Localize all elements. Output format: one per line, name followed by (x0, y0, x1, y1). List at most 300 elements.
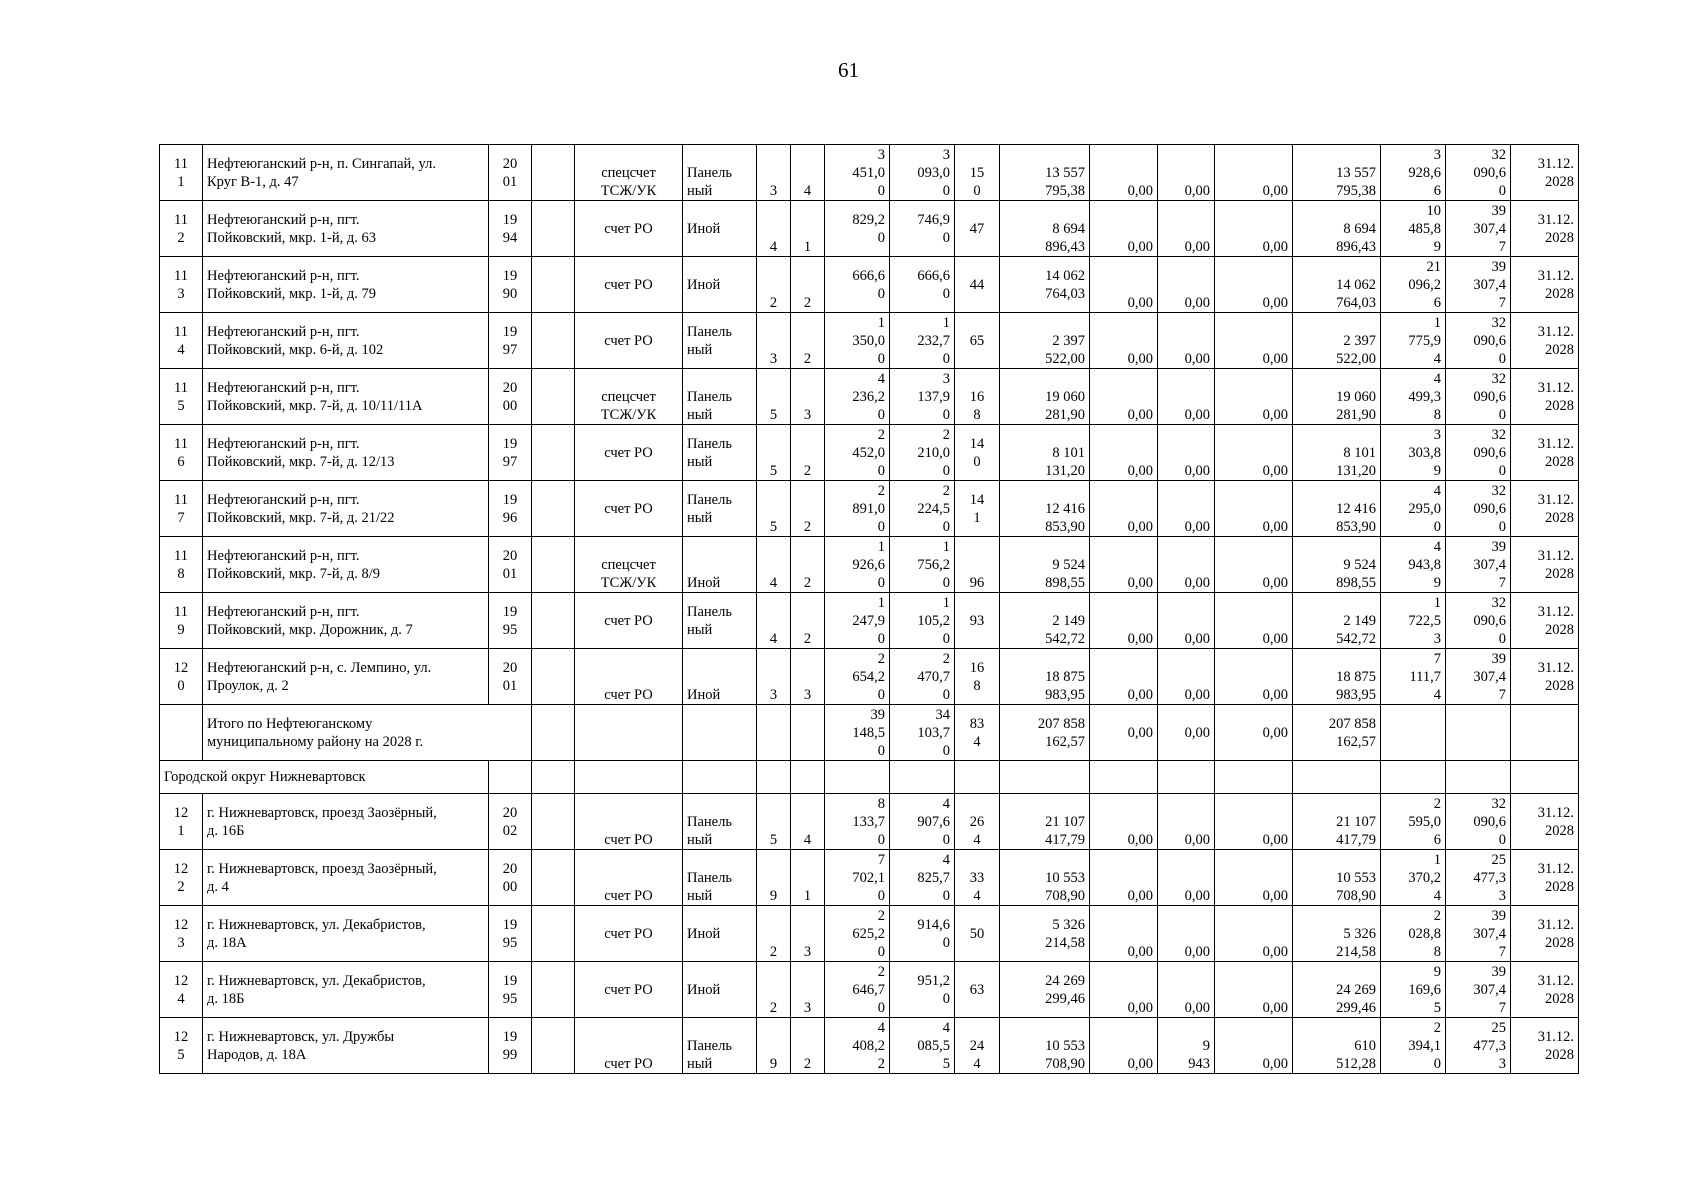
unit-cost-cell: 3 303,8 9 (1381, 425, 1446, 481)
address-cell: Нефтеюганский р-н, пгт. Пойковский, мкр. 7-й, д. 12/13 (203, 425, 489, 481)
fund-account-cell: счет РО (575, 201, 683, 257)
fund-federal-cell: 0,00 (1090, 1018, 1158, 1074)
unit-cost-limit-cell: 39 307,4 7 (1446, 649, 1511, 705)
fund-account-cell: счет РО (575, 906, 683, 962)
fund-federal-cell: 0,00 (1090, 145, 1158, 201)
table-row (160, 145, 1579, 201)
subtotal-residents: 83 4 (955, 705, 1000, 761)
floors-cell: 5 (757, 425, 791, 481)
deadline-cell: 31.12. 2028 (1511, 369, 1579, 425)
fund-account-cell: счет РО (575, 257, 683, 313)
area-total-cell: 2 452,0 0 (825, 425, 890, 481)
unit-cost-cell: 4 295,0 0 (1381, 481, 1446, 537)
unit-cost-cell: 9 169,6 5 (1381, 962, 1446, 1018)
section-title: Городской округ Нижневартовск (160, 761, 489, 794)
entrances-cell: 3 (791, 962, 825, 1018)
deadline-cell: 31.12. 2028 (1511, 1018, 1579, 1074)
address-cell: Нефтеюганский р-н, пгт. Пойковский, мкр. 7-й, д. 10/11/11А (203, 369, 489, 425)
area-living-cell: 4 907,6 0 (890, 794, 955, 850)
wall-material-cell: Панель ный (683, 850, 757, 906)
fund-account-cell: счет РО (575, 481, 683, 537)
fund-federal-cell: 0,00 (1090, 593, 1158, 649)
subtotal-cost-total: 207 858 162,57 (1000, 705, 1090, 761)
wall-material-cell: Панель ный (683, 145, 757, 201)
build-year-cell: 20 01 (489, 649, 532, 705)
floors-cell: 3 (757, 649, 791, 705)
residents-cell: 24 4 (955, 1018, 1000, 1074)
residents-cell: 26 4 (955, 794, 1000, 850)
row-number-cell: 11 1 (160, 145, 203, 201)
deadline-cell: 31.12. 2028 (1511, 201, 1579, 257)
entrances-cell: 3 (791, 369, 825, 425)
blank-cell-cell (532, 369, 575, 425)
fund-local-cell: 0,00 (1215, 369, 1293, 425)
unit-cost-limit-cell: 32 090,6 0 (1446, 794, 1511, 850)
fund-account-cell: спецсчет ТСЖ/УК (575, 369, 683, 425)
residents-cell: 16 8 (955, 369, 1000, 425)
fund-local-cell: 0,00 (1215, 1018, 1293, 1074)
fund-federal-cell: 0,00 (1090, 649, 1158, 705)
fund-federal-cell: 0,00 (1090, 906, 1158, 962)
table-row (160, 201, 1579, 257)
unit-cost-limit-cell: 39 307,4 7 (1446, 257, 1511, 313)
page-number: 61 (838, 58, 859, 82)
area-living-cell: 951,2 0 (890, 962, 955, 1018)
floors-cell: 2 (757, 962, 791, 1018)
fund-account-cell: спецсчет ТСЖ/УК (575, 145, 683, 201)
build-year-cell: 19 90 (489, 257, 532, 313)
address-cell: Нефтеюганский р-н, пгт. Пойковский, мкр. 1-й, д. 79 (203, 257, 489, 313)
unit-cost-cell: 1 722,5 3 (1381, 593, 1446, 649)
fund-regional-cell: 0,00 (1158, 593, 1215, 649)
area-living-cell: 3 137,9 0 (890, 369, 955, 425)
fund-account-cell: счет РО (575, 794, 683, 850)
subtotal-area-total: 39 148,5 0 (825, 705, 890, 761)
entrances-cell: 3 (791, 906, 825, 962)
entrances-cell: 3 (791, 649, 825, 705)
fund-local-cell: 0,00 (1215, 850, 1293, 906)
table-row (160, 850, 1579, 906)
floors-cell: 9 (757, 1018, 791, 1074)
wall-material-cell: Панель ный (683, 593, 757, 649)
floors-cell: 9 (757, 850, 791, 906)
cost-total-cell: 5 326 214,58 (1000, 906, 1090, 962)
deadline-cell: 31.12. 2028 (1511, 313, 1579, 369)
entrances-cell: 2 (791, 537, 825, 593)
floors-cell: 4 (757, 201, 791, 257)
wall-material-cell: Иной (683, 201, 757, 257)
unit-cost-cell: 4 499,3 8 (1381, 369, 1446, 425)
fund-local-cell: 0,00 (1215, 537, 1293, 593)
section-row (160, 761, 1579, 794)
build-year-cell: 19 97 (489, 313, 532, 369)
fund-owners-cell: 8 101 131,20 (1293, 425, 1381, 481)
unit-cost-cell: 2 394,1 0 (1381, 1018, 1446, 1074)
table-row (160, 906, 1579, 962)
fund-local-cell: 0,00 (1215, 481, 1293, 537)
residents-cell: 33 4 (955, 850, 1000, 906)
fund-federal-cell: 0,00 (1090, 537, 1158, 593)
fund-owners-cell: 19 060 281,90 (1293, 369, 1381, 425)
fund-local-cell: 0,00 (1215, 425, 1293, 481)
blank-cell-cell (532, 649, 575, 705)
address-cell: Нефтеюганский р-н, пгт. Пойковский, мкр. 7-й, д. 8/9 (203, 537, 489, 593)
build-year-cell: 19 95 (489, 962, 532, 1018)
fund-federal-cell: 0,00 (1090, 962, 1158, 1018)
blank-cell-cell (532, 962, 575, 1018)
unit-cost-limit-cell: 39 307,4 7 (1446, 537, 1511, 593)
table-row (160, 794, 1579, 850)
floors-cell: 2 (757, 906, 791, 962)
fund-owners-cell: 18 875 983,95 (1293, 649, 1381, 705)
area-total-cell: 2 625,2 0 (825, 906, 890, 962)
area-total-cell: 1 926,6 0 (825, 537, 890, 593)
cost-total-cell: 10 553 708,90 (1000, 850, 1090, 906)
build-year-cell: 19 97 (489, 425, 532, 481)
wall-material-cell: Иной (683, 962, 757, 1018)
unit-cost-limit-cell: 32 090,6 0 (1446, 145, 1511, 201)
row-number-cell: 11 2 (160, 201, 203, 257)
fund-regional-cell: 0,00 (1158, 313, 1215, 369)
unit-cost-limit-cell: 32 090,6 0 (1446, 481, 1511, 537)
fund-owners-cell: 21 107 417,79 (1293, 794, 1381, 850)
build-year-cell: 19 95 (489, 593, 532, 649)
unit-cost-limit-cell: 32 090,6 0 (1446, 369, 1511, 425)
entrances-cell: 4 (791, 794, 825, 850)
blank-cell-cell (532, 537, 575, 593)
fund-owners-cell: 2 149 542,72 (1293, 593, 1381, 649)
area-total-cell: 829,2 0 (825, 201, 890, 257)
fund-owners-cell: 10 553 708,90 (1293, 850, 1381, 906)
build-year-cell: 20 01 (489, 145, 532, 201)
row-number-cell: 12 5 (160, 1018, 203, 1074)
area-living-cell: 4 085,5 5 (890, 1018, 955, 1074)
deadline-cell: 31.12. 2028 (1511, 850, 1579, 906)
area-living-cell: 2 470,7 0 (890, 649, 955, 705)
build-year-cell: 19 94 (489, 201, 532, 257)
area-living-cell: 914,6 0 (890, 906, 955, 962)
subtotal-area-living: 34 103,7 0 (890, 705, 955, 761)
area-living-cell: 1 756,2 0 (890, 537, 955, 593)
cost-total-cell: 13 557 795,38 (1000, 145, 1090, 201)
wall-material-cell: Панель ный (683, 794, 757, 850)
row-number-cell: 11 8 (160, 537, 203, 593)
address-cell: г. Нижневартовск, ул. Декабристов, д. 18Б (203, 962, 489, 1018)
deadline-cell: 31.12. 2028 (1511, 257, 1579, 313)
fund-local-cell: 0,00 (1215, 794, 1293, 850)
unit-cost-limit-cell: 39 307,4 7 (1446, 906, 1511, 962)
build-year-cell: 19 99 (489, 1018, 532, 1074)
row-number-cell: 12 1 (160, 794, 203, 850)
residents-cell: 63 (955, 962, 1000, 1018)
table-row (160, 593, 1579, 649)
residents-cell: 15 0 (955, 145, 1000, 201)
area-living-cell: 2 210,0 0 (890, 425, 955, 481)
floors-cell: 2 (757, 257, 791, 313)
cost-total-cell: 12 416 853,90 (1000, 481, 1090, 537)
fund-regional-cell: 9 943 (1158, 1018, 1215, 1074)
fund-regional-cell: 0,00 (1158, 850, 1215, 906)
fund-account-cell: счет РО (575, 1018, 683, 1074)
row-number-cell: 12 2 (160, 850, 203, 906)
table-row (160, 369, 1579, 425)
subtotal-fund-loc: 0,00 (1215, 705, 1293, 761)
fund-federal-cell: 0,00 (1090, 201, 1158, 257)
deadline-cell: 31.12. 2028 (1511, 906, 1579, 962)
entrances-cell: 2 (791, 257, 825, 313)
fund-regional-cell: 0,00 (1158, 145, 1215, 201)
table-row (160, 313, 1579, 369)
subtotal-label: Итого по Нефтеюганскому муниципальному району на 2028 г. (203, 705, 532, 761)
fund-owners-cell: 610 512,28 (1293, 1018, 1381, 1074)
build-year-cell: 20 02 (489, 794, 532, 850)
fund-regional-cell: 0,00 (1158, 962, 1215, 1018)
deadline-cell: 31.12. 2028 (1511, 649, 1579, 705)
build-year-cell: 19 95 (489, 906, 532, 962)
blank-cell-cell (532, 201, 575, 257)
deadline-cell: 31.12. 2028 (1511, 481, 1579, 537)
fund-account-cell: счет РО (575, 313, 683, 369)
residents-cell: 14 0 (955, 425, 1000, 481)
floors-cell: 5 (757, 794, 791, 850)
fund-regional-cell: 0,00 (1158, 201, 1215, 257)
build-year-cell: 19 96 (489, 481, 532, 537)
entrances-cell: 2 (791, 481, 825, 537)
table-row (160, 425, 1579, 481)
unit-cost-limit-cell: 32 090,6 0 (1446, 593, 1511, 649)
fund-account-cell: счет РО (575, 593, 683, 649)
deadline-cell: 31.12. 2028 (1511, 962, 1579, 1018)
row-number-cell: 11 5 (160, 369, 203, 425)
blank-cell-cell (532, 313, 575, 369)
build-year-cell: 20 01 (489, 537, 532, 593)
address-cell: Нефтеюганский р-н, п. Сингапай, ул. Круг В-1, д. 47 (203, 145, 489, 201)
area-total-cell: 2 646,7 0 (825, 962, 890, 1018)
cost-total-cell: 9 524 898,55 (1000, 537, 1090, 593)
unit-cost-cell: 1 775,9 4 (1381, 313, 1446, 369)
cost-total-cell: 21 107 417,79 (1000, 794, 1090, 850)
wall-material-cell: Иной (683, 649, 757, 705)
area-total-cell: 2 891,0 0 (825, 481, 890, 537)
wall-material-cell: Панель ный (683, 481, 757, 537)
wall-material-cell: Иной (683, 537, 757, 593)
entrances-cell: 1 (791, 850, 825, 906)
area-living-cell: 1 105,2 0 (890, 593, 955, 649)
blank-cell-cell (532, 425, 575, 481)
deadline-cell: 31.12. 2028 (1511, 593, 1579, 649)
wall-material-cell: Панель ный (683, 313, 757, 369)
entrances-cell: 4 (791, 145, 825, 201)
fund-owners-cell: 9 524 898,55 (1293, 537, 1381, 593)
cost-total-cell: 8 694 896,43 (1000, 201, 1090, 257)
fund-account-cell: спецсчет ТСЖ/УК (575, 537, 683, 593)
area-total-cell: 4 408,2 2 (825, 1018, 890, 1074)
unit-cost-cell: 4 943,8 9 (1381, 537, 1446, 593)
floors-cell: 3 (757, 313, 791, 369)
entrances-cell: 2 (791, 593, 825, 649)
entrances-cell: 2 (791, 313, 825, 369)
fund-regional-cell: 0,00 (1158, 369, 1215, 425)
address-cell: г. Нижневартовск, ул. Декабристов, д. 18А (203, 906, 489, 962)
fund-owners-cell: 2 397 522,00 (1293, 313, 1381, 369)
fund-federal-cell: 0,00 (1090, 425, 1158, 481)
area-living-cell: 3 093,0 0 (890, 145, 955, 201)
fund-local-cell: 0,00 (1215, 201, 1293, 257)
fund-federal-cell: 0,00 (1090, 257, 1158, 313)
area-living-cell: 666,6 0 (890, 257, 955, 313)
area-living-cell: 2 224,5 0 (890, 481, 955, 537)
residents-cell: 96 (955, 537, 1000, 593)
fund-local-cell: 0,00 (1215, 962, 1293, 1018)
fund-regional-cell: 0,00 (1158, 425, 1215, 481)
unit-cost-cell: 10 485,8 9 (1381, 201, 1446, 257)
area-total-cell: 3 451,0 0 (825, 145, 890, 201)
cost-total-cell: 18 875 983,95 (1000, 649, 1090, 705)
fund-regional-cell: 0,00 (1158, 481, 1215, 537)
cost-total-cell: 10 553 708,90 (1000, 1018, 1090, 1074)
fund-owners-cell: 5 326 214,58 (1293, 906, 1381, 962)
unit-cost-cell: 21 096,2 6 (1381, 257, 1446, 313)
deadline-cell: 31.12. 2028 (1511, 537, 1579, 593)
cost-total-cell: 2 397 522,00 (1000, 313, 1090, 369)
blank-cell-cell (532, 481, 575, 537)
address-cell: Нефтеюганский р-н, пгт. Пойковский, мкр. 6-й, д. 102 (203, 313, 489, 369)
fund-owners-cell: 24 269 299,46 (1293, 962, 1381, 1018)
residents-cell: 14 1 (955, 481, 1000, 537)
residents-cell: 65 (955, 313, 1000, 369)
row-number-cell: 12 0 (160, 649, 203, 705)
build-year-cell: 20 00 (489, 850, 532, 906)
fund-local-cell: 0,00 (1215, 145, 1293, 201)
fund-federal-cell: 0,00 (1090, 481, 1158, 537)
unit-cost-limit-cell: 25 477,3 3 (1446, 850, 1511, 906)
area-total-cell: 1 247,9 0 (825, 593, 890, 649)
blank-cell-cell (532, 145, 575, 201)
fund-federal-cell: 0,00 (1090, 369, 1158, 425)
fund-regional-cell: 0,00 (1158, 794, 1215, 850)
area-total-cell: 666,6 0 (825, 257, 890, 313)
row-number-cell: 12 3 (160, 906, 203, 962)
row-number-cell: 11 6 (160, 425, 203, 481)
deadline-cell: 31.12. 2028 (1511, 425, 1579, 481)
table-row (160, 257, 1579, 313)
area-living-cell: 746,9 0 (890, 201, 955, 257)
wall-material-cell: Иной (683, 906, 757, 962)
fund-regional-cell: 0,00 (1158, 649, 1215, 705)
area-living-cell: 1 232,7 0 (890, 313, 955, 369)
area-total-cell: 4 236,2 0 (825, 369, 890, 425)
fund-owners-cell: 8 694 896,43 (1293, 201, 1381, 257)
unit-cost-limit-cell: 39 307,4 7 (1446, 962, 1511, 1018)
residents-cell: 47 (955, 201, 1000, 257)
unit-cost-limit-cell: 25 477,3 3 (1446, 1018, 1511, 1074)
unit-cost-cell: 2 595,0 6 (1381, 794, 1446, 850)
blank-cell-cell (532, 906, 575, 962)
area-total-cell: 2 654,2 0 (825, 649, 890, 705)
blank-cell-cell (532, 593, 575, 649)
blank-cell-cell (532, 1018, 575, 1074)
floors-cell: 5 (757, 369, 791, 425)
unit-cost-cell: 2 028,8 8 (1381, 906, 1446, 962)
row-number-cell: 12 4 (160, 962, 203, 1018)
fund-regional-cell: 0,00 (1158, 537, 1215, 593)
table-row (160, 962, 1579, 1018)
address-cell: г. Нижневартовск, ул. Дружбы Народов, д. 18А (203, 1018, 489, 1074)
fund-federal-cell: 0,00 (1090, 794, 1158, 850)
deadline-cell: 31.12. 2028 (1511, 145, 1579, 201)
fund-owners-cell: 12 416 853,90 (1293, 481, 1381, 537)
residents-cell: 93 (955, 593, 1000, 649)
wall-material-cell: Панель ный (683, 425, 757, 481)
address-cell: Нефтеюганский р-н, пгт. Пойковский, мкр. Дорожник, д. 7 (203, 593, 489, 649)
floors-cell: 3 (757, 145, 791, 201)
fund-regional-cell: 0,00 (1158, 906, 1215, 962)
entrances-cell: 2 (791, 425, 825, 481)
table-row (160, 1018, 1579, 1074)
address-cell: г. Нижневартовск, проезд Заозёрный, д. 16Б (203, 794, 489, 850)
address-cell: Нефтеюганский р-н, с. Лемпино, ул. Проулок, д. 2 (203, 649, 489, 705)
address-cell: г. Нижневартовск, проезд Заозёрный, д. 4 (203, 850, 489, 906)
fund-local-cell: 0,00 (1215, 593, 1293, 649)
fund-federal-cell: 0,00 (1090, 850, 1158, 906)
subtotal-fund-own: 207 858 162,57 (1293, 705, 1381, 761)
fund-account-cell: счет РО (575, 649, 683, 705)
row-number-cell: 11 9 (160, 593, 203, 649)
address-cell: Нефтеюганский р-н, пгт. Пойковский, мкр. 1-й, д. 63 (203, 201, 489, 257)
table-row (160, 649, 1579, 705)
floors-cell: 4 (757, 537, 791, 593)
blank-cell-cell (532, 794, 575, 850)
row-number-cell: 11 3 (160, 257, 203, 313)
unit-cost-cell: 1 370,2 4 (1381, 850, 1446, 906)
residents-cell: 50 (955, 906, 1000, 962)
fund-regional-cell: 0,00 (1158, 257, 1215, 313)
address-cell: Нефтеюганский р-н, пгт. Пойковский, мкр. 7-й, д. 21/22 (203, 481, 489, 537)
wall-material-cell: Панель ный (683, 369, 757, 425)
area-total-cell: 7 702,1 0 (825, 850, 890, 906)
residents-cell: 44 (955, 257, 1000, 313)
fund-account-cell: счет РО (575, 425, 683, 481)
fund-account-cell: счет РО (575, 850, 683, 906)
unit-cost-limit-cell: 32 090,6 0 (1446, 425, 1511, 481)
unit-cost-limit-cell: 32 090,6 0 (1446, 313, 1511, 369)
area-living-cell: 4 825,7 0 (890, 850, 955, 906)
row-number-cell: 11 4 (160, 313, 203, 369)
housing-repair-table (159, 144, 1579, 1074)
cost-total-cell: 8 101 131,20 (1000, 425, 1090, 481)
area-total-cell: 1 350,0 0 (825, 313, 890, 369)
fund-owners-cell: 13 557 795,38 (1293, 145, 1381, 201)
area-total-cell: 8 133,7 0 (825, 794, 890, 850)
unit-cost-cell: 7 111,7 4 (1381, 649, 1446, 705)
table-row (160, 537, 1579, 593)
unit-cost-cell: 3 928,6 6 (1381, 145, 1446, 201)
subtotal-row (160, 705, 1579, 761)
blank-cell-cell (532, 257, 575, 313)
unit-cost-limit-cell: 39 307,4 7 (1446, 201, 1511, 257)
wall-material-cell: Панель ный (683, 1018, 757, 1074)
fund-local-cell: 0,00 (1215, 257, 1293, 313)
deadline-cell: 31.12. 2028 (1511, 794, 1579, 850)
cost-total-cell: 2 149 542,72 (1000, 593, 1090, 649)
cost-total-cell: 14 062 764,03 (1000, 257, 1090, 313)
floors-cell: 5 (757, 481, 791, 537)
subtotal-fund-fed: 0,00 (1090, 705, 1158, 761)
blank-cell-cell (532, 850, 575, 906)
fund-local-cell: 0,00 (1215, 313, 1293, 369)
subtotal-fund-reg: 0,00 (1158, 705, 1215, 761)
table-row (160, 481, 1579, 537)
